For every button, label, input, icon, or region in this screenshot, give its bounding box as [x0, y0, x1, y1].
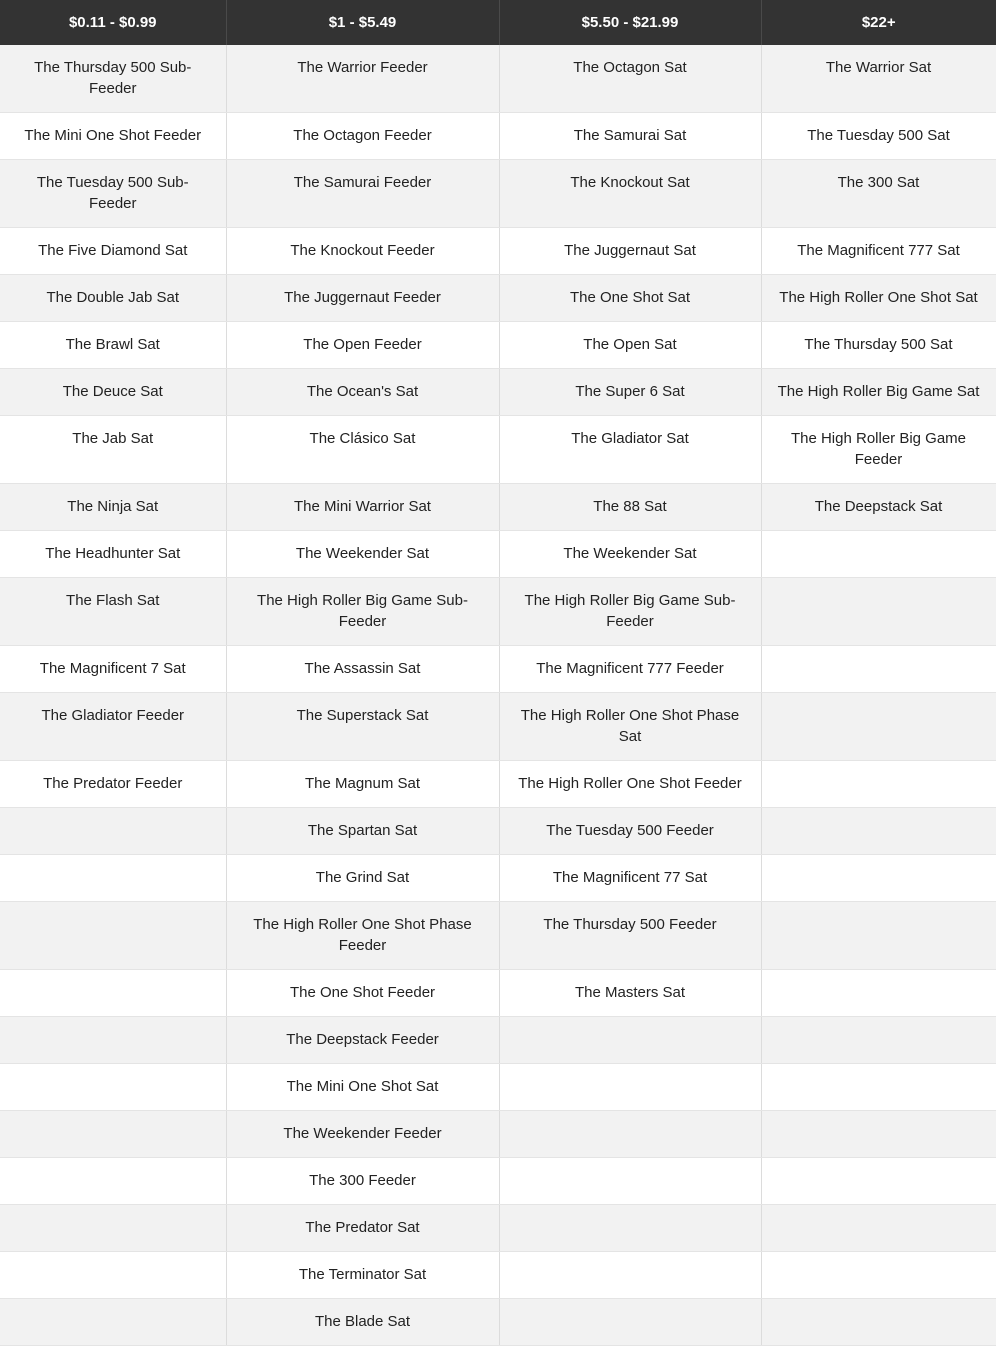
column-header-tier-1: $0.11 - $0.99: [0, 0, 226, 45]
table-row: [0, 531, 996, 578]
table-row: [0, 693, 996, 761]
table-row: [0, 808, 996, 855]
table-cell: The High Roller Big Game Sat: [761, 369, 996, 416]
table-cell: The Octagon Feeder: [226, 113, 499, 160]
table-cell: [499, 1158, 761, 1205]
table-cell: [761, 646, 996, 693]
table-cell: The Superstack Sat: [226, 693, 499, 761]
table-body: [0, 45, 996, 1346]
table-cell: [0, 1299, 226, 1346]
table-cell: The Tuesday 500 Sat: [761, 113, 996, 160]
table-cell: The High Roller One Shot Sat: [761, 275, 996, 322]
table-row: [0, 855, 996, 902]
table-row: [0, 45, 996, 113]
table-cell: [499, 1252, 761, 1299]
table-row: [0, 1299, 996, 1346]
table-cell: The Headhunter Sat: [0, 531, 226, 578]
table-cell: [499, 1017, 761, 1064]
table-cell: The Magnificent 777 Feeder: [499, 646, 761, 693]
table-cell: The Masters Sat: [499, 970, 761, 1017]
table-cell: [761, 1158, 996, 1205]
table-cell: The Super 6 Sat: [499, 369, 761, 416]
table-cell: The Gladiator Sat: [499, 416, 761, 484]
table-cell: The Magnificent 77 Sat: [499, 855, 761, 902]
table-cell: The Magnificent 7 Sat: [0, 646, 226, 693]
table-cell: The Thursday 500 Sat: [761, 322, 996, 369]
table-cell: The Warrior Sat: [761, 45, 996, 113]
table-cell: The Jab Sat: [0, 416, 226, 484]
table-cell: The Predator Feeder: [0, 761, 226, 808]
table-cell: The Terminator Sat: [226, 1252, 499, 1299]
table-row: [0, 113, 996, 160]
table-cell: The Weekender Feeder: [226, 1111, 499, 1158]
table-row: [0, 275, 996, 322]
table-cell: [0, 970, 226, 1017]
table-cell: The Open Sat: [499, 322, 761, 369]
table-cell: The Weekender Sat: [226, 531, 499, 578]
table-cell: [761, 1064, 996, 1111]
column-header-tier-4: $22+: [761, 0, 996, 45]
table-cell: The Gladiator Feeder: [0, 693, 226, 761]
table-cell: The Octagon Sat: [499, 45, 761, 113]
table-cell: The Deepstack Sat: [761, 484, 996, 531]
table-row: [0, 228, 996, 275]
table-cell: [0, 1111, 226, 1158]
table-cell: The Deepstack Feeder: [226, 1017, 499, 1064]
table-cell: [499, 1299, 761, 1346]
table-cell: The High Roller One Shot Phase Feeder: [226, 902, 499, 970]
table-cell: The Samurai Feeder: [226, 160, 499, 228]
table-cell: The Blade Sat: [226, 1299, 499, 1346]
table-cell: The Magnum Sat: [226, 761, 499, 808]
table-cell: The High Roller Big Game Sub-Feeder: [499, 578, 761, 646]
table-cell: The Juggernaut Feeder: [226, 275, 499, 322]
table-cell: The Juggernaut Sat: [499, 228, 761, 275]
table-cell: The Flash Sat: [0, 578, 226, 646]
table-cell: [0, 1252, 226, 1299]
table-cell: [0, 1064, 226, 1111]
table-cell: The Ninja Sat: [0, 484, 226, 531]
table-row: [0, 1111, 996, 1158]
table-cell: [0, 902, 226, 970]
table-cell: [761, 578, 996, 646]
table-cell: The Magnificent 777 Sat: [761, 228, 996, 275]
table-cell: The Brawl Sat: [0, 322, 226, 369]
table-cell: The Clásico Sat: [226, 416, 499, 484]
table-cell: The Knockout Sat: [499, 160, 761, 228]
table-cell: [0, 808, 226, 855]
column-header-tier-3: $5.50 - $21.99: [499, 0, 761, 45]
table-cell: The Five Diamond Sat: [0, 228, 226, 275]
table-row: [0, 1064, 996, 1111]
table-cell: [761, 808, 996, 855]
table-cell: [761, 1205, 996, 1252]
table-row: [0, 322, 996, 369]
table-cell: [761, 531, 996, 578]
table-row: [0, 902, 996, 970]
table-cell: [0, 855, 226, 902]
table-row: [0, 970, 996, 1017]
table-cell: [761, 855, 996, 902]
table-row: [0, 1252, 996, 1299]
table-row: [0, 369, 996, 416]
table-cell: [499, 1205, 761, 1252]
table-cell: The Assassin Sat: [226, 646, 499, 693]
table-cell: The Knockout Feeder: [226, 228, 499, 275]
table-cell: The Samurai Sat: [499, 113, 761, 160]
table-row: [0, 578, 996, 646]
table-cell: The Thursday 500 Feeder: [499, 902, 761, 970]
column-header-tier-2: $1 - $5.49: [226, 0, 499, 45]
table-cell: The Mini One Shot Feeder: [0, 113, 226, 160]
table-cell: The 300 Feeder: [226, 1158, 499, 1205]
table-cell: The Ocean's Sat: [226, 369, 499, 416]
table-cell: [499, 1111, 761, 1158]
table-cell: [761, 1111, 996, 1158]
table-cell: [761, 693, 996, 761]
table-cell: The Tuesday 500 Feeder: [499, 808, 761, 855]
table-row: [0, 1158, 996, 1205]
table-cell: The Double Jab Sat: [0, 275, 226, 322]
table-row: [0, 761, 996, 808]
table-cell: The High Roller One Shot Feeder: [499, 761, 761, 808]
table-cell: [0, 1205, 226, 1252]
table-cell: The High Roller Big Game Feeder: [761, 416, 996, 484]
table-cell: [761, 902, 996, 970]
table-cell: The Deuce Sat: [0, 369, 226, 416]
table-row: [0, 1017, 996, 1064]
table-cell: [0, 1158, 226, 1205]
table-cell: [499, 1064, 761, 1111]
table-cell: [761, 761, 996, 808]
table-row: [0, 416, 996, 484]
table-cell: [761, 1252, 996, 1299]
table-cell: The One Shot Feeder: [226, 970, 499, 1017]
table-header: [0, 0, 996, 45]
table-cell: The Tuesday 500 Sub-Feeder: [0, 160, 226, 228]
table-cell: The Warrior Feeder: [226, 45, 499, 113]
table-row: [0, 160, 996, 228]
table-cell: [761, 1017, 996, 1064]
table-cell: The 88 Sat: [499, 484, 761, 531]
table-row: [0, 1205, 996, 1252]
table-cell: The Weekender Sat: [499, 531, 761, 578]
header-row: [0, 0, 996, 45]
table-row: [0, 484, 996, 531]
table-cell: [0, 1017, 226, 1064]
table-cell: The Mini One Shot Sat: [226, 1064, 499, 1111]
table-cell: The Predator Sat: [226, 1205, 499, 1252]
table-cell: [761, 970, 996, 1017]
table-cell: The Grind Sat: [226, 855, 499, 902]
table-cell: [761, 1299, 996, 1346]
table-cell: The Thursday 500 Sub-Feeder: [0, 45, 226, 113]
table-row: [0, 646, 996, 693]
table-cell: The Spartan Sat: [226, 808, 499, 855]
table-cell: The Open Feeder: [226, 322, 499, 369]
table-cell: The Mini Warrior Sat: [226, 484, 499, 531]
table-cell: The High Roller Big Game Sub-Feeder: [226, 578, 499, 646]
table-cell: The One Shot Sat: [499, 275, 761, 322]
table-cell: The High Roller One Shot Phase Sat: [499, 693, 761, 761]
table-cell: The 300 Sat: [761, 160, 996, 228]
